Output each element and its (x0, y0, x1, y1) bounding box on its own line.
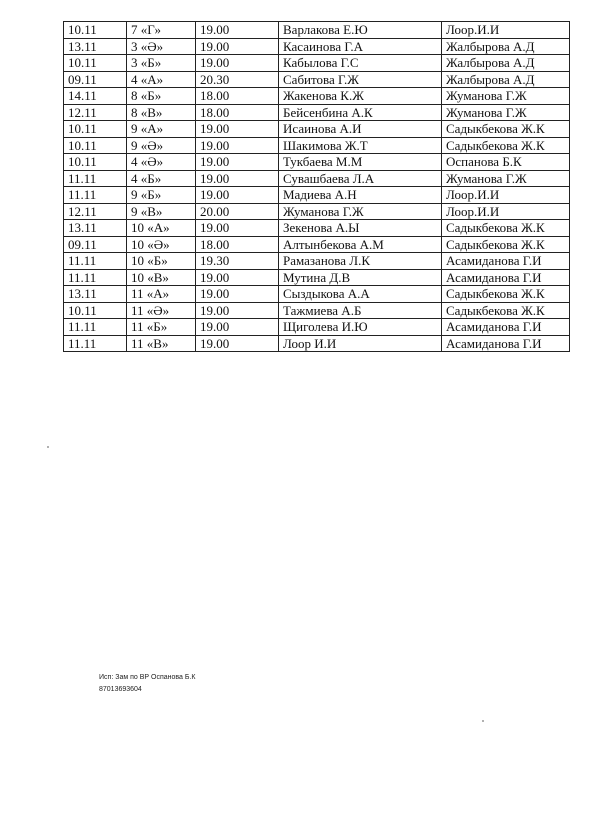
cell-time: 19.00 (196, 302, 279, 319)
cell-date: 11.11 (64, 335, 127, 352)
table-row (64, 88, 570, 105)
cell-class: 10 «Ә» (127, 236, 196, 253)
table-row (64, 253, 570, 270)
cell-teacher: Варлакова Е.Ю (279, 22, 442, 39)
cell-responsible: Садыкбекова Ж.К (442, 137, 570, 154)
cell-time: 19.00 (196, 22, 279, 39)
table-row (64, 38, 570, 55)
table-row (64, 71, 570, 88)
cell-teacher: Тажмиева А.Б (279, 302, 442, 319)
cell-date: 11.11 (64, 187, 127, 204)
cell-teacher: Сабитова Г.Ж (279, 71, 442, 88)
cell-date: 10.11 (64, 55, 127, 72)
cell-time: 19.00 (196, 154, 279, 171)
cell-responsible: Жалбырова А.Д (442, 55, 570, 72)
table-row (64, 319, 570, 336)
cell-responsible: Жалбырова А.Д (442, 38, 570, 55)
cell-time: 18.00 (196, 88, 279, 105)
cell-time: 19.00 (196, 319, 279, 336)
cell-date: 14.11 (64, 88, 127, 105)
cell-class: 10 «Б» (127, 253, 196, 270)
table-row (64, 121, 570, 138)
table-row (64, 187, 570, 204)
cell-date: 11.11 (64, 170, 127, 187)
cell-teacher: Сувашбаева Л.А (279, 170, 442, 187)
cell-teacher: Касаинова Г.А (279, 38, 442, 55)
cell-time: 18.00 (196, 104, 279, 121)
cell-time: 19.00 (196, 137, 279, 154)
table-row (64, 104, 570, 121)
table-row (64, 220, 570, 237)
cell-date: 11.11 (64, 269, 127, 286)
cell-time: 19.00 (196, 187, 279, 204)
cell-date: 13.11 (64, 286, 127, 303)
footer-note (99, 672, 195, 696)
cell-responsible: Жуманова Г.Ж (442, 170, 570, 187)
cell-class: 10 «А» (127, 220, 196, 237)
cell-teacher: Сыздыкова А.А (279, 286, 442, 303)
cell-date: 10.11 (64, 154, 127, 171)
cell-class: 4 «Ә» (127, 154, 196, 171)
table-row (64, 170, 570, 187)
cell-teacher: Рамазанова Л.К (279, 253, 442, 270)
cell-date: 12.11 (64, 104, 127, 121)
cell-teacher: Шакимова Ж.Т (279, 137, 442, 154)
cell-class: 11 «Б» (127, 319, 196, 336)
cell-class: 7 «Г» (127, 22, 196, 39)
cell-date: 11.11 (64, 253, 127, 270)
cell-date: 10.11 (64, 22, 127, 39)
cell-teacher: Зекенова А.Ы (279, 220, 442, 237)
cell-responsible: Садыкбекова Ж.К (442, 302, 570, 319)
table-row (64, 302, 570, 319)
table-row (64, 137, 570, 154)
cell-date: 10.11 (64, 302, 127, 319)
table-row (64, 22, 570, 39)
cell-date: 12.11 (64, 203, 127, 220)
cell-time: 19.00 (196, 335, 279, 352)
cell-teacher: Алтынбекова А.М (279, 236, 442, 253)
cell-time: 20.30 (196, 71, 279, 88)
cell-class: 9 «Ә» (127, 137, 196, 154)
cell-date: 09.11 (64, 236, 127, 253)
scan-speck (47, 446, 49, 448)
cell-teacher: Кабылова Г.С (279, 55, 442, 72)
cell-responsible: Оспанова Б.К (442, 154, 570, 171)
cell-class: 11 «Ә» (127, 302, 196, 319)
cell-teacher: Исаинова А.И (279, 121, 442, 138)
cell-date: 11.11 (64, 319, 127, 336)
table-row (64, 55, 570, 72)
cell-time: 19.00 (196, 286, 279, 303)
cell-class: 4 «А» (127, 71, 196, 88)
cell-time: 19.30 (196, 253, 279, 270)
cell-class: 4 «Б» (127, 170, 196, 187)
cell-responsible: Жалбырова А.Д (442, 71, 570, 88)
cell-responsible: Садыкбекова Ж.К (442, 286, 570, 303)
cell-responsible: Асамиданова Г.И (442, 253, 570, 270)
table-row (64, 286, 570, 303)
cell-time: 19.00 (196, 170, 279, 187)
cell-responsible: Жуманова Г.Ж (442, 88, 570, 105)
cell-teacher: Лоор И.И (279, 335, 442, 352)
schedule-rows (64, 22, 570, 352)
cell-teacher: Бейсенбина А.К (279, 104, 442, 121)
cell-class: 8 «В» (127, 104, 196, 121)
cell-teacher: Мутина Д.В (279, 269, 442, 286)
scan-speck (482, 720, 484, 722)
cell-class: 9 «А» (127, 121, 196, 138)
cell-responsible: Садыкбекова Ж.К (442, 121, 570, 138)
cell-time: 18.00 (196, 236, 279, 253)
cell-responsible: Асамиданова Г.И (442, 319, 570, 336)
cell-teacher: Тукбаева М.М (279, 154, 442, 171)
cell-responsible: Асамиданова Г.И (442, 335, 570, 352)
cell-responsible: Садыкбекова Ж.К (442, 236, 570, 253)
table-row (64, 335, 570, 352)
cell-class: 3 «Ә» (127, 38, 196, 55)
cell-class: 11 «А» (127, 286, 196, 303)
cell-teacher: Щиголева И.Ю (279, 319, 442, 336)
cell-teacher: Мадиева А.Н (279, 187, 442, 204)
cell-time: 19.00 (196, 38, 279, 55)
cell-class: 9 «В» (127, 203, 196, 220)
cell-class: 9 «Б» (127, 187, 196, 204)
cell-date: 10.11 (64, 121, 127, 138)
table-row (64, 269, 570, 286)
cell-responsible: Лоор.И.И (442, 22, 570, 39)
footer-executor: Исп: Зам по ВР Оспанова Б.К (99, 674, 196, 681)
cell-date: 13.11 (64, 220, 127, 237)
cell-time: 19.00 (196, 55, 279, 72)
cell-date: 09.11 (64, 71, 127, 88)
schedule-table (63, 21, 570, 352)
cell-class: 3 «Б» (127, 55, 196, 72)
cell-responsible: Лоор.И.И (442, 187, 570, 204)
cell-responsible: Асамиданова Г.И (442, 269, 570, 286)
cell-class: 11 «В» (127, 335, 196, 352)
cell-teacher: Жакенова К.Ж (279, 88, 442, 105)
cell-responsible: Жуманова Г.Ж (442, 104, 570, 121)
cell-class: 10 «В» (127, 269, 196, 286)
cell-time: 19.00 (196, 121, 279, 138)
cell-class: 8 «Б» (127, 88, 196, 105)
cell-teacher: Жуманова Г.Ж (279, 203, 442, 220)
table-row (64, 154, 570, 171)
table-row (64, 203, 570, 220)
cell-time: 20.00 (196, 203, 279, 220)
cell-date: 10.11 (64, 137, 127, 154)
cell-date: 13.11 (64, 38, 127, 55)
table-row (64, 236, 570, 253)
cell-time: 19.00 (196, 220, 279, 237)
cell-responsible: Садыкбекова Ж.К (442, 220, 570, 237)
cell-time: 19.00 (196, 269, 279, 286)
cell-responsible: Лоор.И.И (442, 203, 570, 220)
footer-phone: 87013693604 (99, 686, 142, 693)
